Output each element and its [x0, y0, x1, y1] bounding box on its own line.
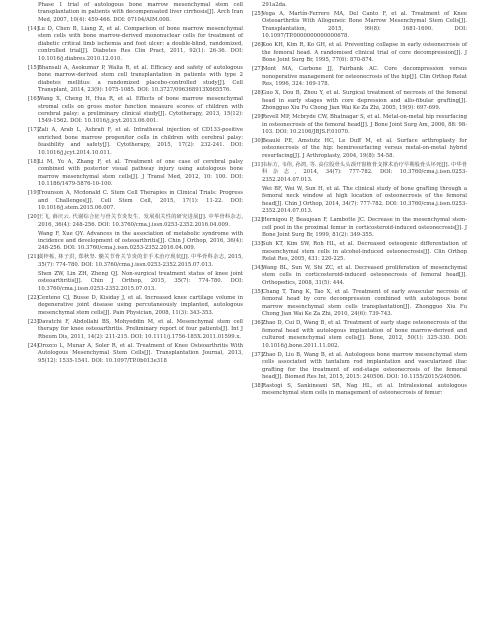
reference-entry — [252, 289, 467, 319]
reference-entry — [28, 65, 243, 95]
reference-entry — [28, 295, 243, 317]
reference-text: Wang X, Cheng H, Hua R, et al. Effects of bone marrow mesenchymal stromal cells on gross motor function measure scores of children with cerebral palsy: a preliminary clinical study[J]. Cytotherapy, 2013, 15(12): 1549-1562. DOI: 10.1016/j.jcyt.2013.06.001. — [38, 96, 243, 125]
reference-number: [35] — [252, 288, 263, 295]
reference-text: Mont MA, Carbone JJ, Fairbank AC. Core decompression versus nonoperative management for osteonecrosis of the hip[J]. Clin Orthop Relat Res, 1996, 324: 169-178. — [262, 66, 467, 88]
reference-entry — [28, 159, 243, 189]
reference-entry — [28, 127, 243, 157]
reference-entry — [252, 2, 467, 9]
reference-text: Guo X, Dou B, Zhou Y, et al. Surgical treatment of necrosis of the femoral head in early stages with core depression and allo-fibular grafting[J]. Zhongguo Xiu Fu Chong Jian Wai Ke Za Zhi, 2005, 19(9): 697-699. — [262, 90, 467, 112]
reference-number: [29] — [252, 114, 263, 121]
reference-number: [21] — [28, 254, 39, 261]
reference-text: Centeno CJ, Busse D, Kisiday J, et al. Increased knee cartilage volume in degenerative joint disease using percutaneously implanted, autologous mesenchymal stem cells[J]. Pain Physician, 2008, 11(3): 343-353. — [38, 294, 243, 316]
reference-entry — [28, 254, 243, 269]
reference-number: [27] — [252, 66, 263, 73]
reference-number: [37] — [252, 351, 263, 358]
reference-text: Rastogi S, Sankineani SR, Nag HL, et al. Intralesional autologous mesenchymal stem cells in management of osteonecrosis of femur: — [262, 382, 467, 397]
reference-entry — [252, 265, 467, 287]
reference-number: [31] — [252, 161, 263, 168]
reference-number: [26] — [252, 42, 263, 49]
reference-number: [18] — [28, 158, 39, 165]
reference-entry — [252, 241, 467, 263]
reference-entry — [28, 231, 243, 253]
reference-entry — [252, 383, 467, 398]
reference-text: Vega A, Martín-Ferrero MA, Del Canto F, et al. Treatment of Knee Osteoarthritis With Allogeneic Bone Marrow Mesenchymal Stem Cells[J]. Transplantation, 2015, 99(8): 1681-1690. DOI: 10.1097/TP.0000000000000678. — [262, 11, 467, 40]
reference-number: [38] — [252, 382, 263, 389]
reference-text: Wang F, Xue QY. Advances in the association of metabolic syndrome with incidence and development of osteoarthritis[J]. Chin J Orthop, 2016, 36(4): 248-256. DOI: 10.3760/cma.j.issn.0253-2352.2016.04.009. — [38, 230, 243, 252]
reference-entry — [252, 66, 467, 88]
reference-text: Lu D, Chen B, Liang Z, et al. Comparison of bone marrow mesenchymal stem cells with bone marrow-derived mononuclear cells for treatment of diabetic critical limb ischemia and foot ulcer: a double-blind, randomized, controlled trial[J]. Diabetes Res Clin Pract, 2011, 92(1): 26-36. DOI: 10.1016/j.diabres.2010.12.010. — [38, 25, 243, 62]
reference-text: 291a2da. — [262, 2, 287, 8]
reference-number: [22] — [28, 294, 39, 301]
reference-entry — [252, 352, 467, 382]
reference-number: [36] — [252, 320, 263, 327]
reference-text: Koo KH, Kim R, Ko GH, et al. Preventing collapse in early osteonecrosis of the femoral head. A randomised clinical trial of core decompression[J]. J Bone Joint Surg Br, 1995, 77(6): 870-874. — [262, 42, 467, 64]
reference-text: Zali A, Arab L, Ashrafi F, et al. Intrathecal injection of CD133-positive enriched bone marrow progenitor cells in children with cerebral palsy: feasibility and safety[J]. Cytotherapy, 2015, 17(2): 232-241. DOI: 10.1016/j.jcyt.2014.10.011. — [38, 127, 243, 156]
reference-text: Wei BF, Wei W, Sun H, et al. The clinical study of bone grafting through a femoral neck window at high location of osteonecrosis of the femoral head[J]. Chin J Orthop, 2014, 34(7): 777-782. DOI: 10.3760/cma.j.issn.0253-2352.2014.07.013. — [262, 185, 467, 215]
reference-number: [15] — [28, 64, 39, 71]
right-reference-column — [252, 2, 467, 399]
reference-text: Hernigou P, Beaujean F, Lambotte JC. Decrease in the mesenchymal stem-cell pool in the proximal femur in corticosteroid-induced osteonecrosis[J]. J Bone Joint Surg Br, 1999, 81(2): 349-355. — [262, 217, 467, 239]
reference-text: Orozco L, Munar A, Soler R, et al. Treatment of Knee Osteoarthritis With Autologous Mesenchymal Stem Cells[J]. Transplantation Journal, 2013, 95(12): 1535-1541. DOI: 10.1097/TP.0b013e318 — [38, 342, 243, 364]
reference-entry — [28, 214, 243, 229]
reference-entry — [28, 96, 243, 126]
reference-entry — [252, 42, 467, 64]
reference-text: Zhao D, Liu B, Wang B, et al. Autologous bone marrow mesenchymal stem cells associated with tantalum rod implantation and vascularized iliac grafting for the treatment of end-stage osteonecrosis of the femoral head[J]. Biomed Res Int, 2015, 2015: 240506. DOI: 10.1155/2015/240506. — [262, 351, 467, 380]
reference-text: 韦标方, 韦伟, 孙鸿, 等. 高位股骨头头颈开窗植骨支撑术治疗早期股骨头坏死[J]. 中华骨科杂志, 2014, 34(7): 777-782. DOI: 10.3760/cma.j.issn.0253-2352.2014.07.013. — [262, 161, 467, 183]
reference-entry — [252, 138, 467, 160]
reference-text: Bhansali A, Asokumar P, Walia R, et al. Efficacy and safety of autologous bone marrow-derived stem cell transplantation in patients with type 2 diabetes mellitus: a randomized placebo-controlled study[J]. Cell Transplant, 2014, 23(9): 1075-1085. DOI: 10.3727/096368913X665576. — [38, 64, 243, 94]
reference-entry — [252, 217, 467, 239]
left-reference-column — [28, 2, 243, 367]
reference-entry — [28, 26, 243, 63]
reference-entry — [252, 186, 467, 216]
reference-number: [33] — [252, 241, 263, 248]
reference-entry — [28, 190, 243, 212]
reference-entry — [28, 271, 243, 293]
reference-text: 王飞, 薛庆云. 代谢综合征与骨关节炎发生、发展相关性的研究进展[J]. 中华骨科杂志, 2016, 36(4): 248-256. DOI: 10.3760/cma.j.issn.0253-2352.2016.04.009. — [38, 214, 243, 228]
reference-entry — [252, 320, 467, 350]
reference-number: [25] — [252, 11, 263, 17]
reference-text: Wang BL, Sun W, Shi ZC, et al. Decreased proliferation of mesenchymal stem cells in corticosteroid-induced osteonecrosis of femoral head[J]. Orthopedics, 2008, 31(5): 444. — [262, 264, 467, 286]
reference-text: Revell MP, Mcbryde CW, Bhatnagar S, et al. Metal-on-metal hip resurfacing in osteonecrosis of the femoral head[J]. J Bone Joint Surg Am, 2006, 88: 98-103. DOI: 10.2106/JBJS.F.01070. — [262, 114, 467, 135]
reference-text: Davatchi F, Abdollahi BS, Mohyeddin M, et al. Mesenchymal stem cell therapy for knee osteoarthritis. Preliminary report of four patients[J]. Int J Rheum Dis, 2011, 14(2): 211-215. DOI: 10.1111/j.1756-185X.2011.01599.x. — [38, 318, 243, 340]
reference-number: [34] — [252, 264, 263, 271]
reference-number: [24] — [28, 342, 39, 349]
reference-number: [16] — [28, 96, 39, 103]
reference-number: [28] — [252, 90, 263, 97]
reference-text: Zhao D, Cui D, Wang B, et al. Treatment of early stage osteonecrosis of the femoral head with autologous implantation of bone marrow-derived and cultured mesenchymal stem cells[J]. Bone, 2012, 50(1): 325-330. DOI: 10.1016/j.bone.2011.11.002. — [262, 320, 467, 349]
reference-number: [32] — [252, 217, 263, 224]
reference-text: Phase 1 trial of autologous bone marrow mesenchymal stem cell transplantation in patients with decompensated liver cirrhosis[J]. Arch Iran Med, 2007, 10(4): 459-466. DOI: 07104/AIM.008. — [38, 2, 243, 23]
reference-entry — [252, 11, 467, 41]
reference-entry — [252, 114, 467, 136]
reference-text: Trounson A, Mcdonald C. Stem Cell Therapies in Clinical Trials: Progress and Challenges[J]. Cell Stem Cell, 2015, 17(1): 11-22. DOI: 10.1016/j.stem.2015.06.007. — [38, 190, 243, 212]
reference-entry — [252, 90, 467, 112]
reference-text: Beaulé PE, Amstutz HC, Le Duff M, et al. Surface arthroplasty for osteonecrosis of the hip: hemiresurfacing versus metal-on-metal hybrid resurfacing[J]. J Arthroplasty, 2004, 19(8): 54-58. — [262, 137, 467, 159]
reference-entry — [28, 2, 243, 24]
reference-number: [30] — [252, 137, 263, 144]
reference-number: [20] — [28, 214, 39, 221]
reference-number: [23] — [28, 318, 39, 325]
reference-text: Chang T, Tang K, Tao X, et al. Treatment of early avascular necrosis of femoral head by core decompression combined with autologous bone marrow mesenchymal stem cells transplantation[J]. Zhongguo Xiu Fu Chong Jian Wai Ke Za Zhi, 2010, 24(6): 739-743. — [262, 288, 467, 318]
reference-text: Suh KT, Kim SW, Roh HL, et al. Decreased osteogenic differentiation of mesenchymal stem cells in alcohol-induced osteonecrosis[J]. Clin Orthop Relat Res, 2005, 431: 220-225. — [262, 241, 467, 262]
reference-text: Shen ZW, Lin ZH, Zheng QJ. Non-surgical treatment status of knee joint osteoarthritis[J]. Chin J Orthop, 2015, 35(7): 774-780. DOI: 10.3760/cma.j.issn.0253-2352.2015.07.013. — [38, 270, 243, 292]
reference-number: [19] — [28, 190, 39, 197]
reference-entry — [28, 343, 243, 365]
reference-entry — [28, 319, 243, 341]
reference-number: [17] — [28, 127, 39, 134]
reference-number: [14] — [28, 25, 39, 32]
reference-text: 虞梓栋, 林子洪, 郑秋坚. 髓关节骨关节炎的非手术治疗现状[J]. 中华骨科杂志, 2015, 35(7): 774-780. DOI: 10.3760/cma.j.issn.0253-2352.2015.07.013. — [38, 254, 243, 268]
reference-entry — [252, 162, 467, 184]
reference-text: Li M, Yu A, Zhang F, et al. Treatment of one case of cerebral palsy combined with posterior visual pathway injury using autologous bone marrow mesenchymal stem cells[J]. J Transl Med, 2012, 10: 100. DOI: 10.1186/1479-5876-10-100. — [38, 158, 243, 188]
